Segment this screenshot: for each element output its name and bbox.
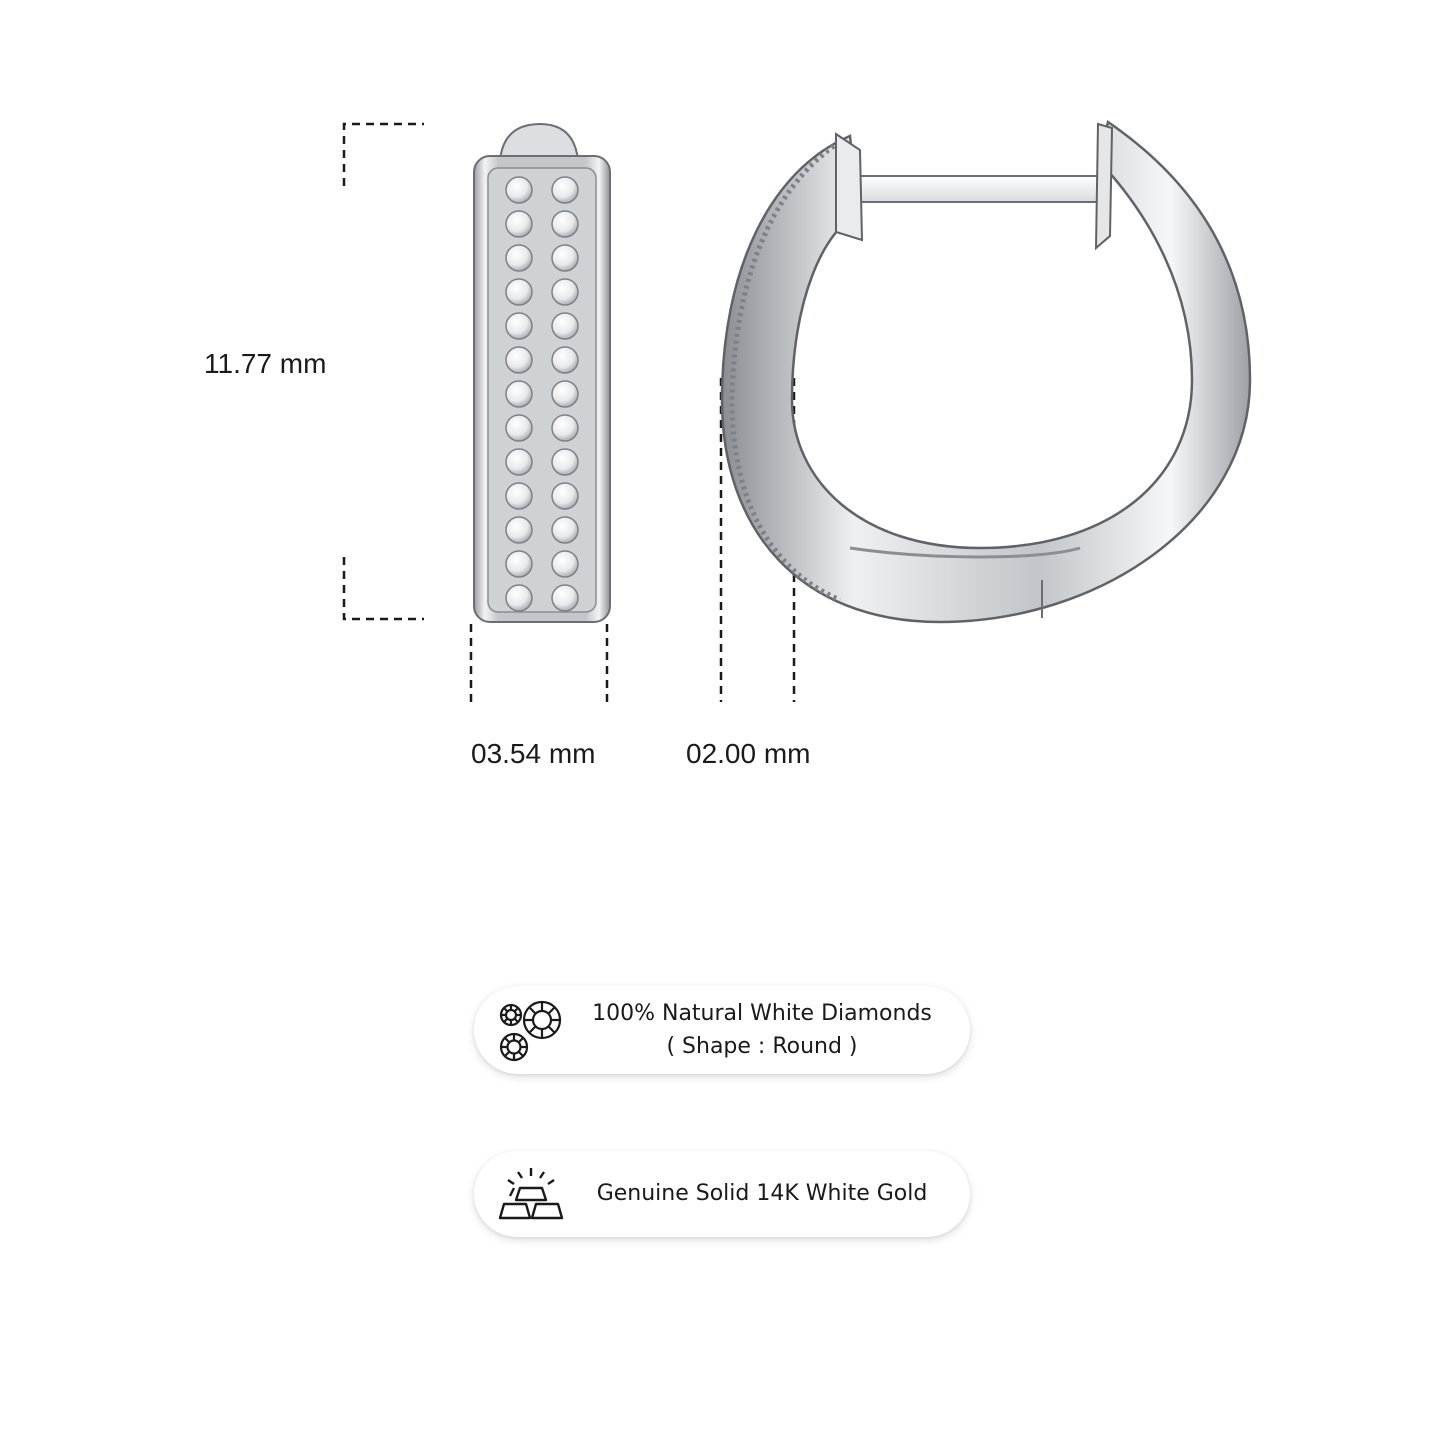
width-dimension-label: 03.54 mm: [471, 738, 596, 769]
pave-stone: [552, 245, 578, 271]
earring-profile-view: [722, 122, 1250, 622]
pave-stone: [552, 483, 578, 509]
pave-stone: [506, 381, 532, 407]
pave-stone: [506, 551, 532, 577]
height-dimension-label: 11.77 mm: [204, 348, 327, 379]
pave-stone: [552, 211, 578, 237]
pave-stone: [552, 415, 578, 441]
pave-stone: [506, 245, 532, 271]
diamonds-feature-line2: ( Shape : Round ): [666, 1034, 858, 1059]
pave-stone: [552, 585, 578, 611]
pave-stone: [552, 381, 578, 407]
diamonds-feature-line1: 100% Natural White Diamonds: [592, 1001, 932, 1026]
pave-stone: [506, 279, 532, 305]
gold-feature-line1: Genuine Solid 14K White Gold: [596, 1181, 928, 1206]
height-guide-top: [344, 124, 424, 186]
thickness-dimension-label: 02.00 mm: [686, 738, 811, 769]
pave-stone: [506, 177, 532, 203]
pave-stone: [506, 313, 532, 339]
pave-stone: [552, 347, 578, 373]
pave-stone: [552, 279, 578, 305]
pave-stone: [552, 313, 578, 339]
pave-stone: [506, 517, 532, 543]
pave-stone: [552, 449, 578, 475]
pave-stone: [552, 177, 578, 203]
diamonds-icon: [498, 1000, 562, 1062]
pave-stone: [552, 551, 578, 577]
gold-bars-icon: [498, 1166, 564, 1222]
pave-stone: [506, 415, 532, 441]
pave-stone: [506, 211, 532, 237]
pave-stone: [506, 449, 532, 475]
pave-stone: [506, 483, 532, 509]
pave-stone: [552, 517, 578, 543]
pave-stone: [506, 585, 532, 611]
gold-feature-badge: [474, 1151, 970, 1237]
earring-front-view: [474, 124, 610, 622]
pave-stone: [506, 347, 532, 373]
height-guide-bottom: [344, 557, 424, 619]
diamonds-feature-badge: [474, 986, 970, 1074]
